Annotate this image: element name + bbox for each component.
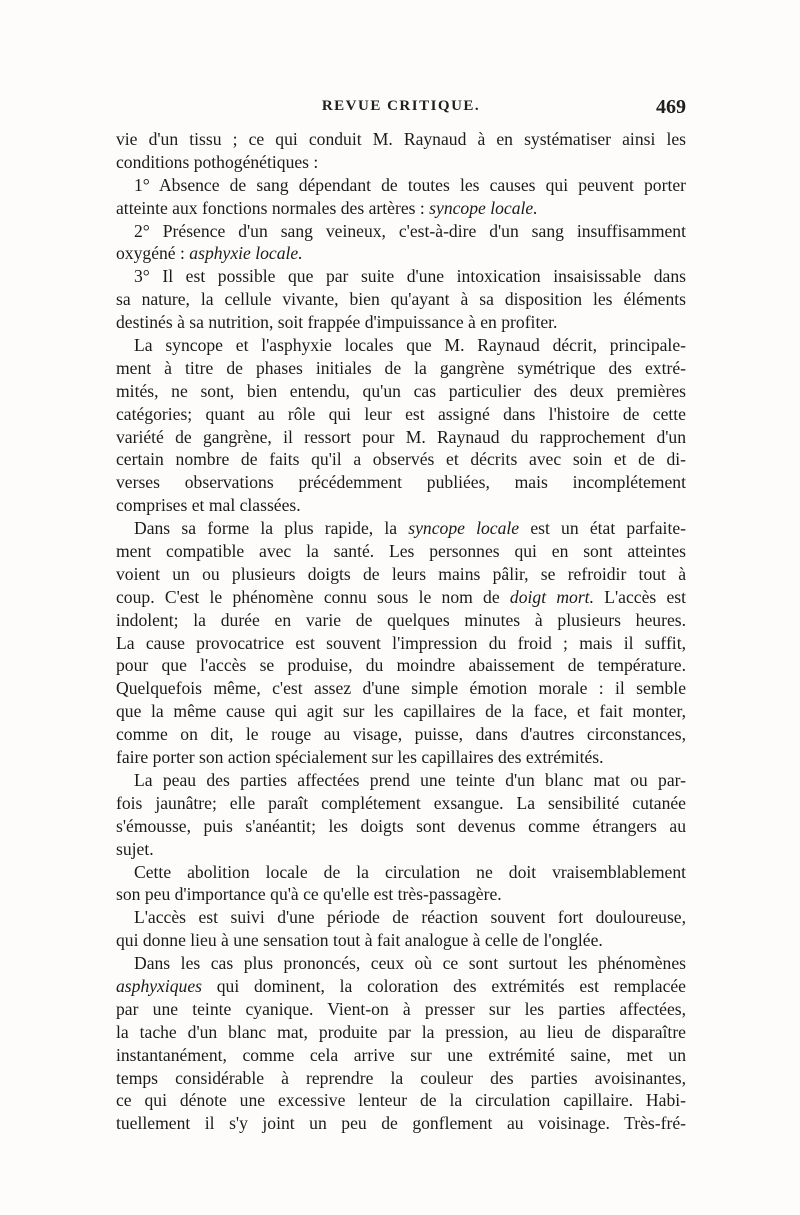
text-line: Quelquefois même, c'est assez d'une simple émotion morale : il semble [116, 678, 686, 699]
text-line: destinés à sa nutrition, soit frappée d'impuissance à en profiter. [116, 312, 558, 333]
text-line: instantanément, comme cela arrive sur une extrémité saine, met un [116, 1044, 686, 1065]
text-line: La peau des parties affectées prend une teinte d'un blanc mat ou par- [134, 769, 686, 790]
text-line: sujet. [116, 838, 154, 859]
text-line: comme on dit, le rouge au visage, puisse, dans d'autres circonstances, [116, 724, 686, 745]
page-header [116, 98, 686, 122]
text-line: La syncope et l'asphyxie locales que M. Raynaud décrit, principale- [134, 335, 686, 356]
text-line: qui donne lieu à une sensation tout à fait analogue à celle de l'onglée. [116, 930, 603, 951]
text-line: asphyxiques qui dominent, la coloration des extrémités est remplacée [116, 975, 686, 996]
text-line: sa nature, la cellule vivante, bien qu'ayant à sa disposition les éléments [116, 289, 686, 310]
text-line: Dans les cas plus prononcés, ceux où ce sont surtout les phénomènes [134, 953, 686, 974]
text-line: 1° Absence de sang dépendant de toutes les causes qui peuvent porter [134, 174, 686, 195]
text-line: ment compatible avec la santé. Les personnes qui en sont atteintes [116, 541, 686, 562]
text-line: ment à titre de phases initiales de la gangrène symétrique des extré- [116, 357, 686, 378]
text-line: certain nombre de faits qu'il a observés et décrits avec soin et de di- [116, 449, 686, 470]
text-line: catégories; quant au rôle qui leur est assigné dans l'histoire de cette [116, 403, 686, 424]
text-line: atteinte aux fonctions normales des artères : syncope locale. [116, 197, 538, 218]
running-title: REVUE CRITIQUE. [321, 98, 481, 114]
page-number: 469 [656, 96, 686, 118]
text-line: indolent; la durée en varie de quelques minutes à plusieurs heures. [116, 609, 686, 630]
text-line: la tache d'un blanc mat, produite par la pression, au lieu de disparaître [116, 1021, 686, 1042]
text-line: par une teinte cyanique. Vient-on à presser sur les parties affectées, [116, 998, 686, 1019]
text-line: verses observations précédemment publiées, mais incomplétement [116, 472, 686, 493]
text-line: faire porter son action spécialement sur les capillaires des extrémités. [116, 747, 604, 768]
text-line: temps considérable à reprendre la couleur des parties avoisinantes, [116, 1067, 686, 1088]
text-line: son peu d'importance qu'à ce qu'elle est très-passagère. [116, 884, 502, 905]
text-line: tuellement il s'y joint un peu de gonflement au voisinage. Très-fré- [116, 1113, 686, 1134]
text-line: ce qui dénote une excessive lenteur de la circulation capillaire. Habi- [116, 1090, 686, 1111]
text-line: comprises et mal classées. [116, 495, 301, 516]
text-line: coup. C'est le phénomène connu sous le nom de doigt mort. L'accès est [116, 586, 687, 607]
text-line: s'émousse, puis s'anéantit; les doigts sont devenus comme étrangers au [116, 815, 686, 836]
text-line: oxygéné : asphyxie locale. [116, 243, 303, 264]
text-line: vie d'un tissu ; ce qui conduit M. Raynaud à en systématiser ainsi les [116, 129, 686, 149]
text-line: La cause provocatrice est souvent l'impression du froid ; mais il suffit, [116, 632, 686, 653]
text-line: variété de gangrène, il ressort pour M. Raynaud du rapprochement d'un [116, 426, 686, 447]
text-line: conditions pothogénétiques : [116, 151, 319, 172]
text-line: pour que l'accès se produise, du moindre abaissement de température. [116, 655, 686, 676]
text-line: Cette abolition locale de la circulation ne doit vraisemblablement [134, 861, 686, 882]
text-line: mités, ne sont, bien entendu, qu'un cas particulier des deux premières [116, 380, 686, 401]
text-line: que la même cause qui agit sur les capillaires de la face, et fait monter, [116, 701, 686, 722]
text-line: 2° Présence d'un sang veineux, c'est-à-dire d'un sang insuffisamment [134, 220, 686, 241]
text-line: Dans sa forme la plus rapide, la syncope locale est un état parfaite- [134, 518, 687, 539]
text-line: voient un ou plusieurs doigts de leurs mains pâlir, se refroidir tout à [116, 563, 686, 584]
text-line: fois jaunâtre; elle paraît complétement exsangue. La sensibilité cutanée [116, 792, 686, 813]
text-line: L'accès est suivi d'une période de réaction souvent fort douloureuse, [134, 907, 686, 928]
body-text [116, 128, 686, 1135]
text-line: 3° Il est possible que par suite d'une intoxication insaisissable dans [134, 266, 686, 287]
